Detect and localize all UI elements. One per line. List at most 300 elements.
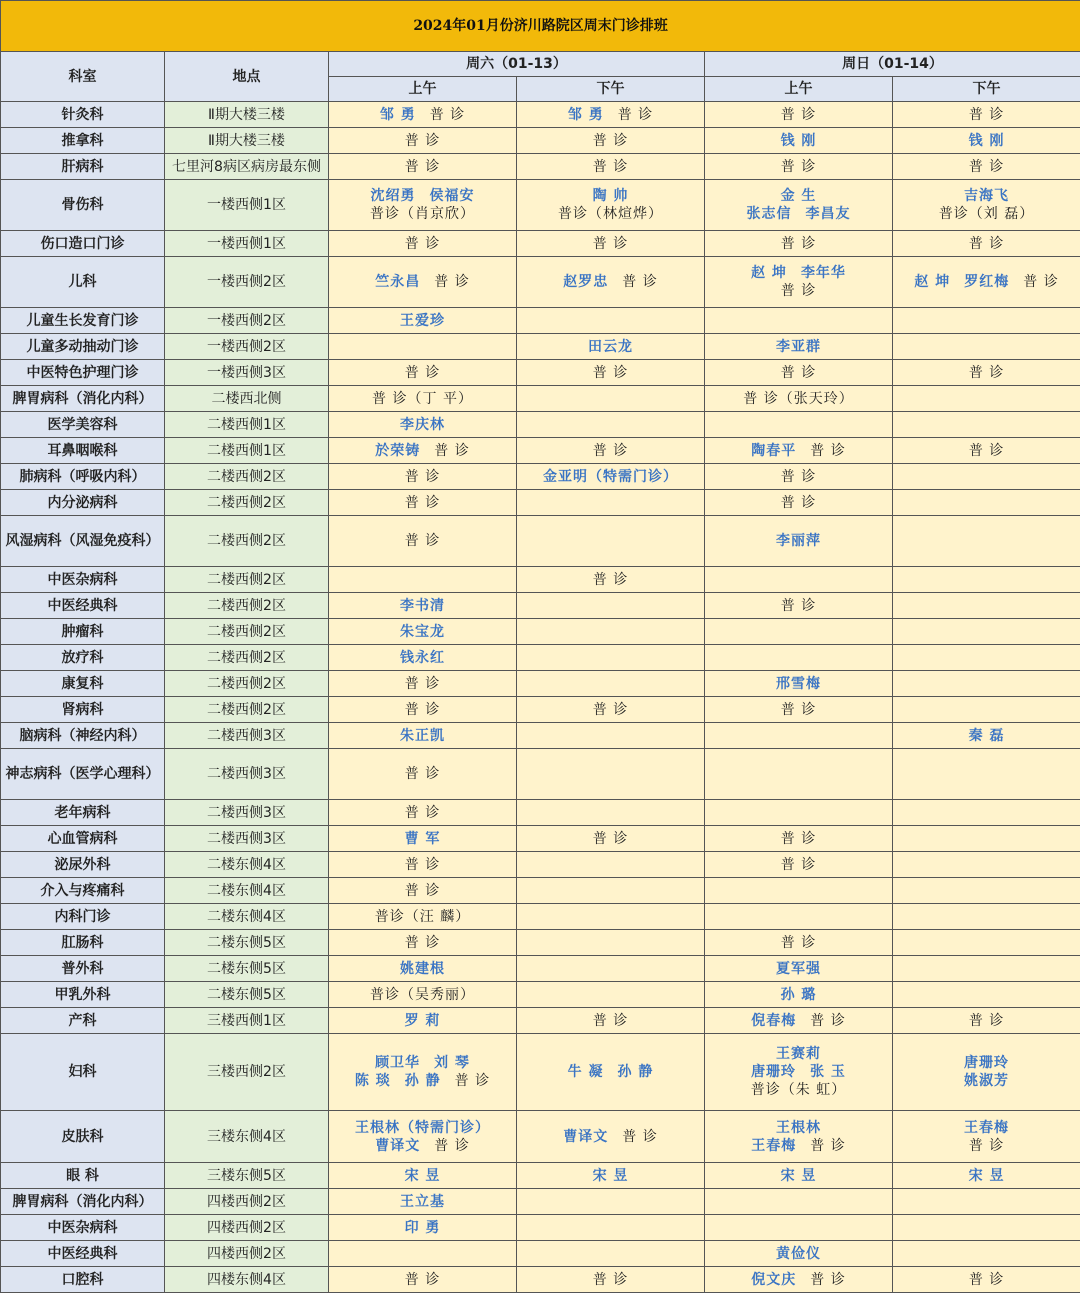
slot-sat-pm (517, 308, 705, 334)
header-location: 地点 (165, 52, 329, 102)
doctor-name: 钱永红 (400, 650, 445, 666)
slot-sat-am (329, 1111, 517, 1163)
slot-sun-am (705, 904, 893, 930)
slot-sun-pm (893, 1189, 1080, 1215)
slot-sat-pm (517, 102, 705, 128)
slot-line (705, 1081, 892, 1099)
slot-sat-pm (517, 567, 705, 593)
slot-sat-am (329, 593, 517, 619)
slot-line (517, 205, 704, 223)
slot-sat-pm (517, 490, 705, 516)
dept-name: 中医特色护理门诊 (1, 360, 165, 386)
slot-sun-pm (893, 723, 1080, 749)
slot-line (329, 765, 516, 783)
slot-line (329, 649, 516, 667)
slot-line (893, 1012, 1080, 1030)
slot-sat-am (329, 334, 517, 360)
general-clinic: 普 诊（张天玲） (743, 391, 853, 407)
slot-line (705, 856, 892, 874)
doctor-name: 赵 坤 (914, 274, 950, 290)
general-clinic: 普 诊 (593, 236, 628, 252)
slot-line (893, 132, 1080, 150)
slot-sat-am (329, 619, 517, 645)
header-sun-am: 上午 (705, 77, 893, 102)
slot-line (705, 132, 892, 150)
dept-name: 肾病科 (1, 697, 165, 723)
location: 二楼西侧2区 (165, 645, 329, 671)
slot-sat-am (329, 438, 517, 464)
dept-name: 针灸科 (1, 102, 165, 128)
doctor-name: 罗红梅 (964, 274, 1009, 290)
slot-sun-pm (893, 956, 1080, 982)
table-row (1, 800, 1080, 826)
dept-name: 中医杂病科 (1, 567, 165, 593)
slot-sun-am (705, 1189, 893, 1215)
slot-sun-pm (893, 904, 1080, 930)
dept-name: 心血管病科 (1, 826, 165, 852)
table-row (1, 723, 1080, 749)
location: 二楼西侧2区 (165, 516, 329, 567)
header-sun-pm: 下午 (893, 77, 1080, 102)
slot-sat-pm (517, 956, 705, 982)
dept-name: 肝病科 (1, 154, 165, 180)
slot-line (329, 106, 516, 124)
slot-sat-am (329, 1034, 517, 1111)
doctor-name: 宋 昱 (405, 1168, 441, 1184)
doctor-name: 赵 坤 (751, 265, 787, 281)
slot-sat-pm (517, 904, 705, 930)
slot-sun-am (705, 1267, 893, 1293)
general-clinic: 普 诊 (434, 1138, 469, 1154)
location: 二楼东侧5区 (165, 982, 329, 1008)
slot-line (705, 442, 892, 460)
general-clinic: 普 诊 (781, 365, 816, 381)
slot-line (517, 187, 704, 205)
location: 四楼东侧4区 (165, 1267, 329, 1293)
slot-sun-pm (893, 671, 1080, 697)
location: 二楼西侧3区 (165, 723, 329, 749)
slot-sun-am (705, 334, 893, 360)
table-row (1, 308, 1080, 334)
dept-name: 口腔科 (1, 1267, 165, 1293)
doctor-name: 邹 勇 (380, 107, 416, 123)
slot-sat-am (329, 800, 517, 826)
slot-line (329, 158, 516, 176)
table-row (1, 257, 1080, 308)
slot-line (517, 364, 704, 382)
dept-name: 内分泌病科 (1, 490, 165, 516)
general-clinic: 普 诊 (405, 935, 440, 951)
location: 三楼西侧1区 (165, 1008, 329, 1034)
slot-sun-am (705, 516, 893, 567)
general-clinic: 普 诊 (593, 572, 628, 588)
slot-sun-pm (893, 800, 1080, 826)
table-row (1, 619, 1080, 645)
slot-line (893, 1072, 1080, 1090)
doctor-name: 侯福安 (430, 188, 475, 204)
slot-line (329, 235, 516, 253)
dept-name: 内科门诊 (1, 904, 165, 930)
slot-sat-am (329, 645, 517, 671)
header-saturday: 周六（01-13） (329, 52, 705, 77)
location: 二楼西北侧 (165, 386, 329, 412)
doctor-name: 秦 磊 (969, 728, 1005, 744)
slot-line (705, 986, 892, 1004)
general-clinic: 普诊（朱 虹） (751, 1082, 846, 1098)
slot-sat-am (329, 697, 517, 723)
slot-sun-pm (893, 386, 1080, 412)
slot-line (517, 468, 704, 486)
slot-sat-pm (517, 1267, 705, 1293)
general-clinic: 普 诊 (593, 443, 628, 459)
location: 二楼东侧4区 (165, 852, 329, 878)
slot-sun-am (705, 464, 893, 490)
header-sat-pm: 下午 (517, 77, 705, 102)
slot-line (329, 205, 516, 223)
slot-line (517, 571, 704, 589)
dept-name: 儿童生长发育门诊 (1, 308, 165, 334)
slot-sat-pm (517, 386, 705, 412)
general-clinic: 普 诊 (405, 805, 440, 821)
doctor-name: 李丽萍 (776, 533, 821, 549)
slot-sat-am (329, 1241, 517, 1267)
doctor-name: 陶春平 (751, 443, 796, 459)
slot-sat-am (329, 154, 517, 180)
slot-sat-am (329, 308, 517, 334)
slot-sun-pm (893, 982, 1080, 1008)
general-clinic: 普 诊 (405, 365, 440, 381)
slot-sun-am (705, 1215, 893, 1241)
doctor-name: 邹 勇 (568, 107, 604, 123)
table-row (1, 1215, 1080, 1241)
location: 二楼东侧4区 (165, 878, 329, 904)
location: 二楼西侧1区 (165, 438, 329, 464)
doctor-name: 李庆林 (400, 417, 445, 433)
slot-line (517, 701, 704, 719)
general-clinic: 普 诊 (781, 702, 816, 718)
slot-sun-pm (893, 619, 1080, 645)
dept-name: 神志病科（医学心理科） (1, 749, 165, 800)
doctor-name: 夏军强 (776, 961, 821, 977)
general-clinic: 普 诊 (593, 831, 628, 847)
slot-sat-am (329, 1189, 517, 1215)
general-clinic: 普 诊 (405, 883, 440, 899)
doctor-name: 李昌友 (806, 206, 851, 222)
slot-line (705, 960, 892, 978)
table-row (1, 464, 1080, 490)
slot-sun-am (705, 257, 893, 308)
table-row (1, 490, 1080, 516)
doctor-name: 吉海飞 (964, 188, 1009, 204)
general-clinic: 普 诊 (622, 274, 657, 290)
general-clinic: 普 诊 (405, 236, 440, 252)
slot-sun-pm (893, 1241, 1080, 1267)
slot-sun-am (705, 619, 893, 645)
slot-sun-pm (893, 102, 1080, 128)
slot-line (893, 442, 1080, 460)
slot-sun-pm (893, 490, 1080, 516)
dept-name: 产科 (1, 1008, 165, 1034)
slot-line (329, 1054, 516, 1072)
general-clinic: 普 诊 (781, 831, 816, 847)
doctor-name: 姚淑芳 (964, 1073, 1009, 1089)
slot-sat-am (329, 1008, 517, 1034)
slot-line (705, 158, 892, 176)
location: 一楼西侧1区 (165, 231, 329, 257)
slot-sat-pm (517, 154, 705, 180)
slot-sat-am (329, 723, 517, 749)
slot-line (329, 1137, 516, 1155)
slot-sun-am (705, 128, 893, 154)
slot-sun-pm (893, 697, 1080, 723)
slot-sat-am (329, 982, 517, 1008)
location: 二楼西侧2区 (165, 697, 329, 723)
slot-line (517, 1271, 704, 1289)
slot-line (329, 273, 516, 291)
dept-name: 儿科 (1, 257, 165, 308)
table-row (1, 516, 1080, 567)
slot-sat-am (329, 956, 517, 982)
table-row (1, 128, 1080, 154)
slot-sat-pm (517, 930, 705, 956)
table-row (1, 1111, 1080, 1163)
page-title: 2024年01月份济川路院区周末门诊排班 (1, 1, 1080, 52)
slot-line (705, 187, 892, 205)
slot-sun-pm (893, 1008, 1080, 1034)
slot-sat-pm (517, 516, 705, 567)
slot-sat-am (329, 360, 517, 386)
slot-line (893, 1137, 1080, 1155)
slot-sun-pm (893, 360, 1080, 386)
slot-sat-pm (517, 826, 705, 852)
doctor-name: 王春梅 (751, 1138, 796, 1154)
general-clinic: 普 诊 (781, 495, 816, 511)
location: 二楼东侧4区 (165, 904, 329, 930)
slot-line (893, 364, 1080, 382)
general-clinic: 普 诊 (405, 1272, 440, 1288)
slot-sun-pm (893, 334, 1080, 360)
slot-line (517, 442, 704, 460)
slot-line (893, 727, 1080, 745)
slot-line (329, 132, 516, 150)
table-row (1, 412, 1080, 438)
slot-sat-am (329, 102, 517, 128)
slot-line (517, 132, 704, 150)
general-clinic: 普 诊 (781, 469, 816, 485)
doctor-name: 顾卫华 (375, 1055, 420, 1071)
slot-line (705, 675, 892, 693)
doctor-name: 印 勇 (405, 1220, 441, 1236)
slot-sat-pm (517, 619, 705, 645)
doctor-name: 邢雪梅 (776, 676, 821, 692)
slot-sun-pm (893, 257, 1080, 308)
slot-line (329, 804, 516, 822)
slot-sun-pm (893, 1111, 1080, 1163)
slot-sat-pm (517, 1111, 705, 1163)
general-clinic: 普 诊 (430, 107, 465, 123)
slot-sat-pm (517, 1241, 705, 1267)
slot-line (329, 364, 516, 382)
slot-sat-am (329, 464, 517, 490)
doctor-name: 朱宝龙 (400, 624, 445, 640)
slot-line (893, 1119, 1080, 1137)
slot-sat-am (329, 257, 517, 308)
doctor-name: 王春梅 (964, 1120, 1009, 1136)
slot-sat-pm (517, 180, 705, 231)
general-clinic: 普诊（林煊烨） (558, 206, 663, 222)
general-clinic: 普 诊 (593, 365, 628, 381)
slot-line (893, 1271, 1080, 1289)
general-clinic: 普 诊 (405, 495, 440, 511)
slot-line (705, 1045, 892, 1063)
slot-sun-pm (893, 231, 1080, 257)
slot-line (329, 960, 516, 978)
doctor-name: 王根林 (776, 1120, 821, 1136)
slot-sun-am (705, 102, 893, 128)
slot-sat-pm (517, 1034, 705, 1111)
slot-sun-pm (893, 464, 1080, 490)
general-clinic: 普 诊 (405, 159, 440, 175)
table-row (1, 180, 1080, 231)
slot-line (329, 727, 516, 745)
schedule-body (1, 102, 1080, 1293)
slot-sun-pm (893, 645, 1080, 671)
slot-sun-am (705, 645, 893, 671)
slot-line (705, 235, 892, 253)
dept-name: 妇科 (1, 1034, 165, 1111)
location: 一楼西侧2区 (165, 334, 329, 360)
location: 一楼西侧3区 (165, 360, 329, 386)
location: 二楼西侧2区 (165, 490, 329, 516)
doctor-name: 张 玉 (810, 1064, 846, 1080)
slot-sun-am (705, 1034, 893, 1111)
slot-line (329, 934, 516, 952)
slot-sat-pm (517, 128, 705, 154)
doctor-name: 钱 刚 (781, 133, 817, 149)
general-clinic: 普 诊 (969, 236, 1004, 252)
table-row (1, 852, 1080, 878)
slot-line (705, 468, 892, 486)
slot-sat-pm (517, 645, 705, 671)
dept-name: 介入与疼痛科 (1, 878, 165, 904)
general-clinic: 普诊（肖京欣） (370, 206, 475, 222)
dept-name: 儿童多动抽动门诊 (1, 334, 165, 360)
slot-sun-am (705, 567, 893, 593)
table-row (1, 982, 1080, 1008)
dept-name: 肿瘤科 (1, 619, 165, 645)
doctor-name: 田云龙 (588, 339, 633, 355)
slot-sun-pm (893, 1163, 1080, 1189)
doctor-name: 宋 昱 (781, 1168, 817, 1184)
slot-sat-am (329, 826, 517, 852)
slot-line (329, 1219, 516, 1237)
general-clinic: 普 诊 (405, 676, 440, 692)
table-row (1, 1008, 1080, 1034)
slot-sat-am (329, 516, 517, 567)
general-clinic: 普 诊 (593, 1272, 628, 1288)
slot-sat-pm (517, 438, 705, 464)
doctor-name: 孙 静 (618, 1064, 654, 1080)
general-clinic: 普 诊 (593, 702, 628, 718)
slot-line (517, 273, 704, 291)
location: 二楼西侧3区 (165, 749, 329, 800)
slot-line (329, 1167, 516, 1185)
location: 二楼东侧5区 (165, 956, 329, 982)
slot-sun-am (705, 749, 893, 800)
slot-line (517, 235, 704, 253)
slot-line (517, 1128, 704, 1146)
dept-name: 耳鼻咽喉科 (1, 438, 165, 464)
slot-sun-pm (893, 852, 1080, 878)
doctor-name: 孙 璐 (781, 987, 817, 1003)
dept-name: 肛肠科 (1, 930, 165, 956)
slot-line (705, 701, 892, 719)
slot-sat-pm (517, 1163, 705, 1189)
dept-name: 康复科 (1, 671, 165, 697)
location: 四楼西侧2区 (165, 1189, 329, 1215)
slot-line (705, 1063, 892, 1081)
slot-sat-am (329, 386, 517, 412)
slot-sun-pm (893, 308, 1080, 334)
general-clinic: 普 诊 (969, 365, 1004, 381)
slot-line (329, 312, 516, 330)
doctor-name: 唐珊玲 (964, 1055, 1009, 1071)
location: 七里河8病区病房最东侧 (165, 154, 329, 180)
slot-sat-pm (517, 697, 705, 723)
slot-line (705, 282, 892, 300)
slot-sun-am (705, 180, 893, 231)
general-clinic: 普 诊 (434, 274, 469, 290)
slot-line (329, 390, 516, 408)
slot-sat-pm (517, 257, 705, 308)
dept-name: 普外科 (1, 956, 165, 982)
doctor-name: 金亚明（特需门诊） (543, 469, 678, 485)
general-clinic: 普 诊 (593, 159, 628, 175)
general-clinic: 普 诊 (969, 1272, 1004, 1288)
table-row (1, 360, 1080, 386)
slot-sun-pm (893, 593, 1080, 619)
dept-name: 中医经典科 (1, 593, 165, 619)
location: 三楼东侧4区 (165, 1111, 329, 1163)
slot-sat-pm (517, 1008, 705, 1034)
slot-line (329, 675, 516, 693)
slot-sat-pm (517, 671, 705, 697)
general-clinic: 普 诊 (810, 1013, 845, 1029)
general-clinic: 普 诊 (969, 443, 1004, 459)
table-row (1, 878, 1080, 904)
slot-sun-am (705, 386, 893, 412)
slot-sat-pm (517, 982, 705, 1008)
table-row (1, 102, 1080, 128)
general-clinic: 普诊（汪 麟） (375, 909, 470, 925)
location: 二楼西侧2区 (165, 593, 329, 619)
location: 二楼西侧3区 (165, 826, 329, 852)
slot-sun-am (705, 593, 893, 619)
table-row (1, 645, 1080, 671)
slot-sun-pm (893, 154, 1080, 180)
slot-sun-am (705, 800, 893, 826)
dept-name: 脑病科（神经内科） (1, 723, 165, 749)
slot-sat-am (329, 180, 517, 231)
dept-name: 中医经典科 (1, 1241, 165, 1267)
general-clinic: 普 诊 (969, 1013, 1004, 1029)
slot-line (517, 830, 704, 848)
dept-name: 伤口造口门诊 (1, 231, 165, 257)
dept-name: 医学美容科 (1, 412, 165, 438)
slot-line (329, 442, 516, 460)
slot-sat-pm (517, 749, 705, 800)
dept-name: 放疗科 (1, 645, 165, 671)
